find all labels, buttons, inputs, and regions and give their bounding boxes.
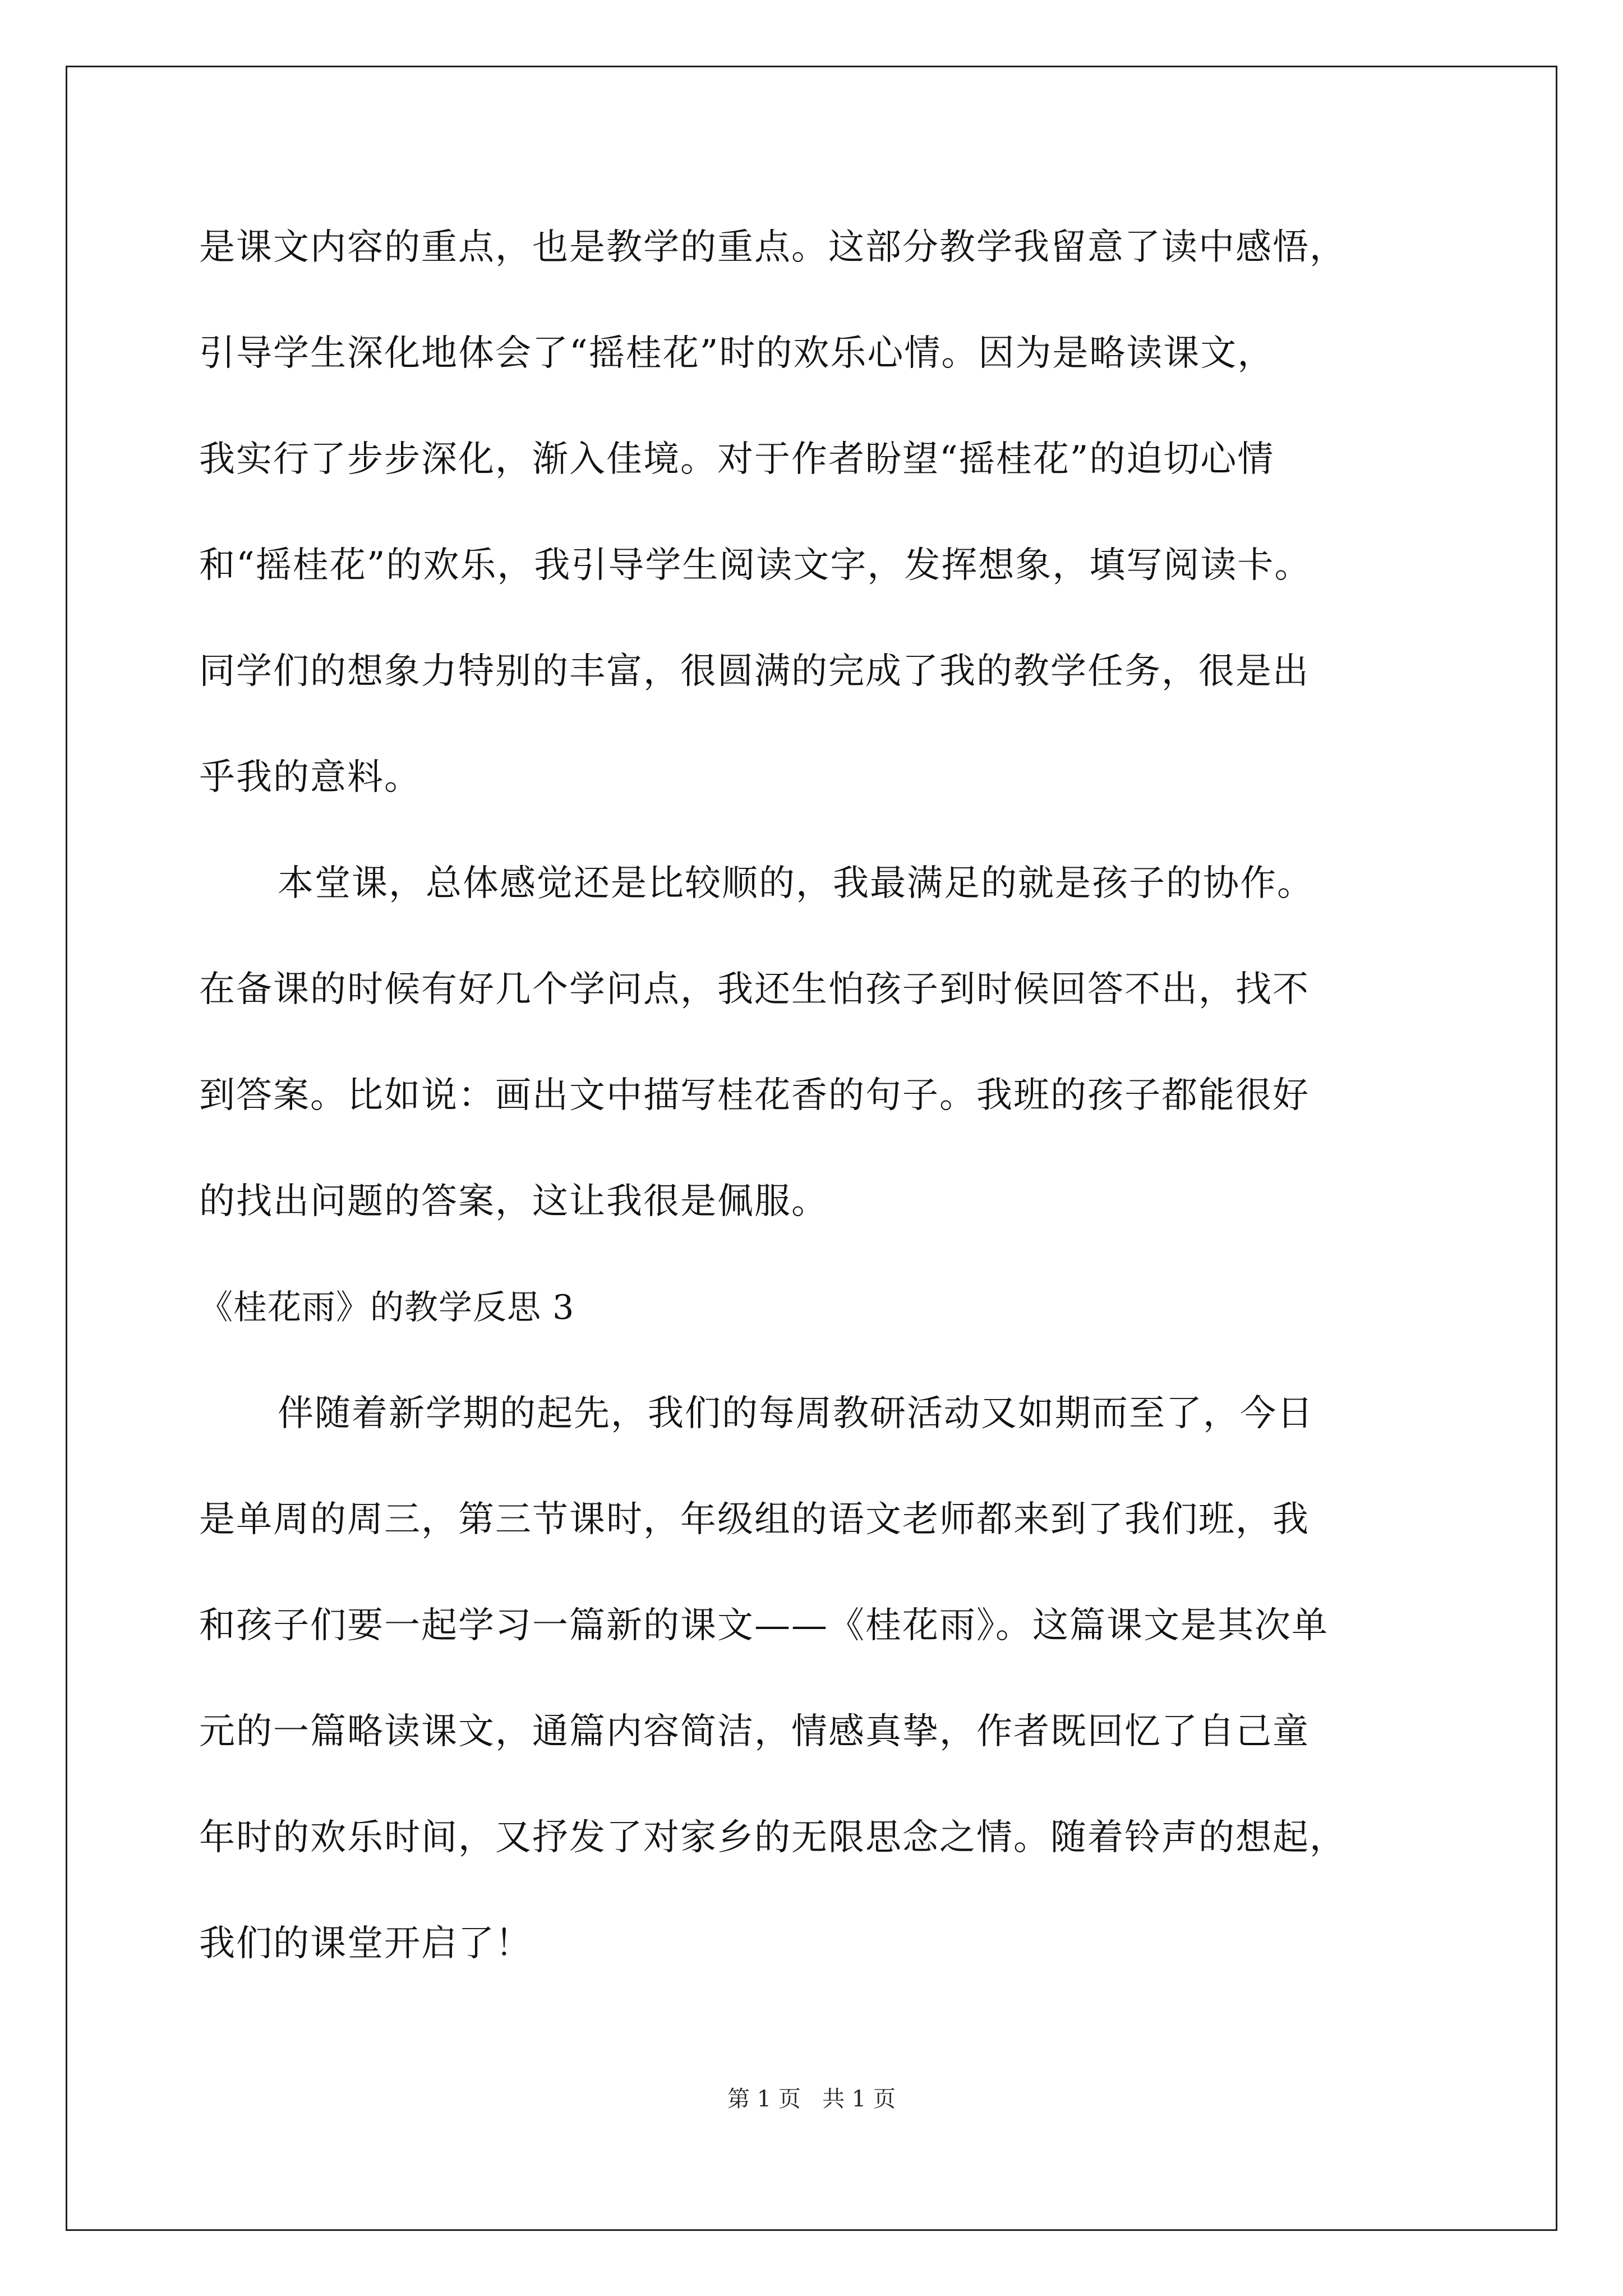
paragraph-2-line-1: 本堂课，总体感觉还是比较顺的，我最满足的就是孩子的协作。 — [278, 863, 1314, 904]
paragraph-3-line-5: 年时的欢乐时间，又抒发了对家乡的无限思念之情。随着铃声的想起， — [199, 1817, 1347, 1858]
paragraph-3-line-3: 和孩子们要一起学习一篇新的课文——《桂花雨》。这篇课文是其次单 — [199, 1605, 1329, 1646]
paragraph-3-line-1: 伴随着新学期的起先，我们的每周教研活动又如期而至了，今日 — [278, 1393, 1314, 1434]
paragraph-1-line-3: 我实行了步步深化，渐入佳境。对于作者盼望“摇桂花”的迫切心情 — [199, 439, 1275, 480]
paragraph-3-line-6: 我们的课堂开启了！ — [199, 1923, 532, 1964]
paragraph-1-line-1: 是课文内容的重点，也是教学的重点。这部分教学我留意了读中感悟， — [199, 227, 1347, 268]
paragraph-3-line-2: 是单周的周三，第三节课时，年级组的语文老师都来到了我们班，我 — [199, 1499, 1310, 1540]
paragraph-1-line-6: 乎我的意料。 — [199, 757, 421, 798]
paragraph-2-line-2: 在备课的时候有好几个学问点，我还生怕孩子到时候回答不出，找不 — [199, 969, 1310, 1010]
section-heading: 《桂花雨》的教学反思 3 — [199, 1288, 575, 1327]
page-number-footer: 第 1 页 共 1 页 — [727, 2086, 896, 2112]
paragraph-1-line-4: 和“摇桂花”的欢乐，我引导学生阅读文字，发挥想象，填写阅读卡。 — [199, 545, 1312, 586]
paragraph-2-line-4: 的找出问题的答案，这让我很是佩服。 — [199, 1181, 828, 1222]
paragraph-3-line-4: 元的一篇略读课文，通篇内容简洁，情感真挚，作者既回忆了自己童 — [199, 1711, 1310, 1752]
paragraph-2-line-3: 到答案。比如说：画出文中描写桂花香的句子。我班的孩子都能很好 — [199, 1075, 1310, 1116]
page-border — [66, 66, 1557, 2231]
paragraph-1-line-5: 同学们的想象力特别的丰富，很圆满的完成了我的教学任务，很是出 — [199, 651, 1310, 692]
paragraph-1-line-2: 引导学生深化地体会了“摇桂花”时的欢乐心情。因为是略读课文， — [199, 333, 1275, 374]
